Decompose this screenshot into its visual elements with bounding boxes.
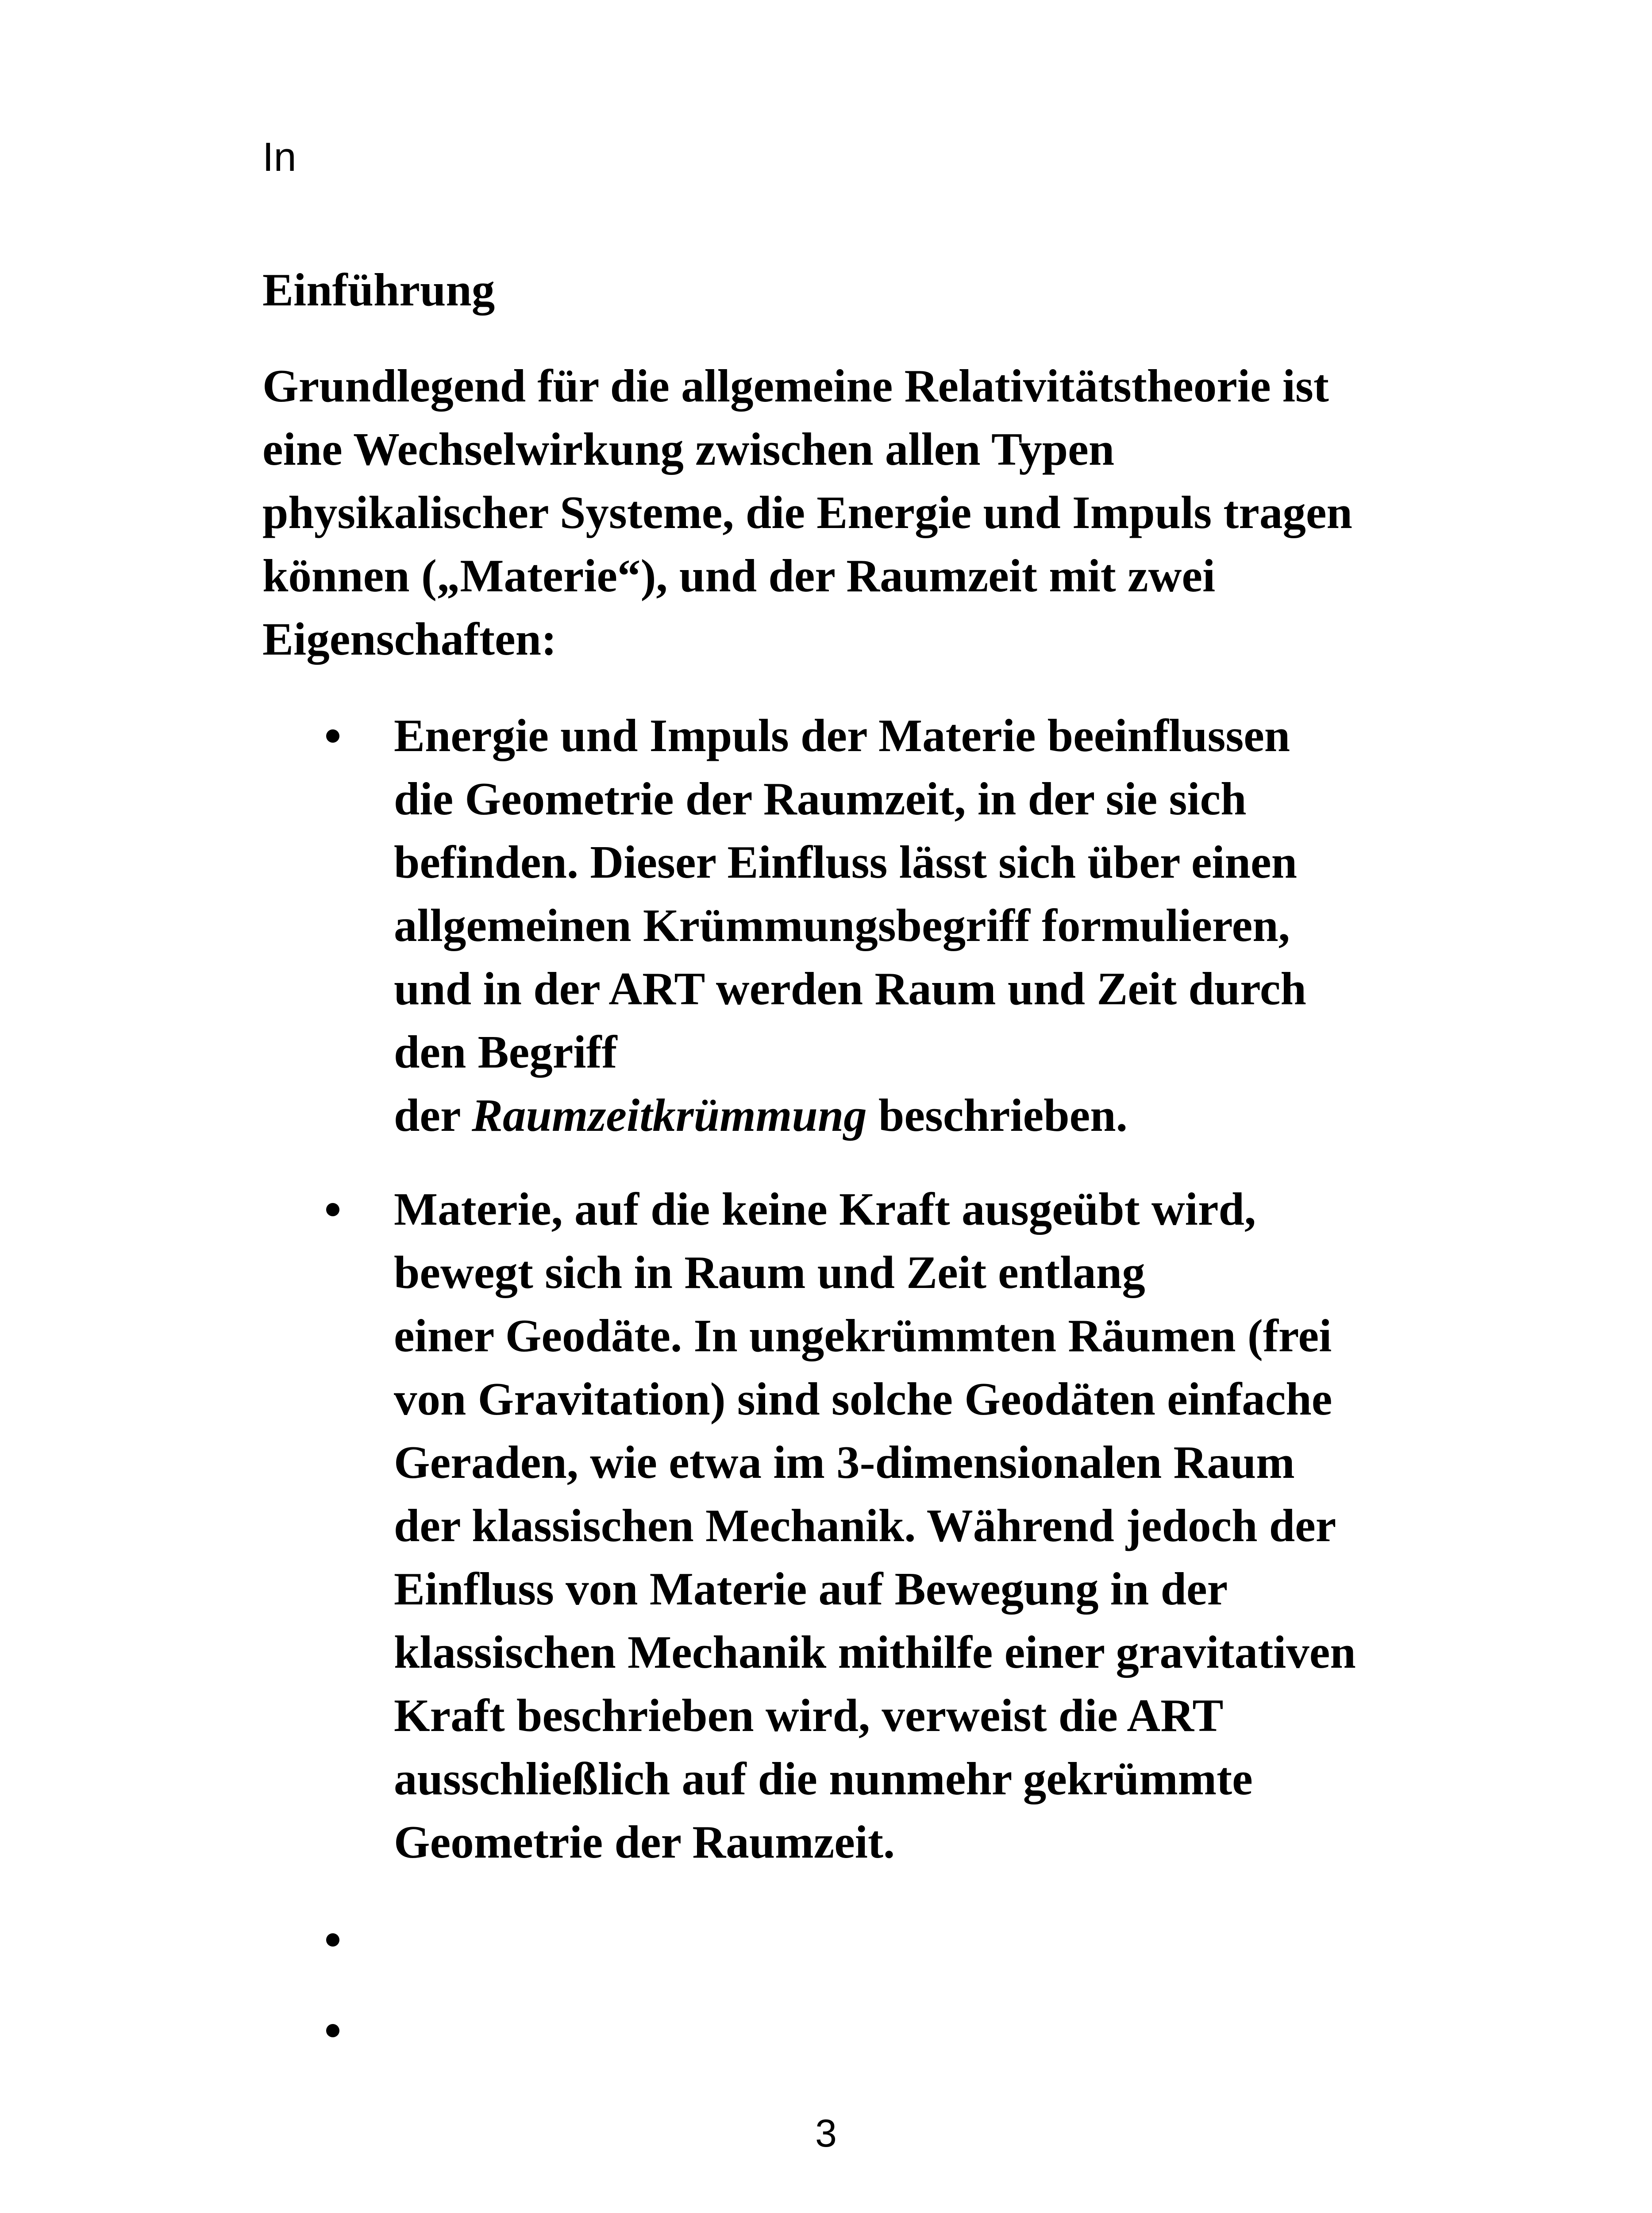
bullet-line: bewegt sich in Raum und Zeit entlang bbox=[394, 1246, 1145, 1298]
header-text: In bbox=[262, 135, 297, 180]
page-number: 3 bbox=[815, 2111, 837, 2155]
bullet-line: von Gravitation) sind solche Geodäten einfache bbox=[394, 1373, 1332, 1425]
bullet-line: befinden. Dieser Einfluss lässt sich über einen bbox=[394, 836, 1297, 888]
bullet-text: beschrieben. bbox=[866, 1089, 1128, 1141]
bullet-line: Einfluss von Materie auf Bewegung in der bbox=[394, 1563, 1228, 1615]
bullet-line-emphasis bbox=[394, 1083, 1456, 1147]
bullet-dot-icon bbox=[326, 1933, 339, 1947]
bullet-text: der bbox=[394, 1089, 472, 1141]
bullet-line: ausschließlich auf die nunmehr gekrümmte bbox=[394, 1753, 1253, 1804]
bullet-line: Geraden, wie etwa im 3-dimensionalen Raum bbox=[394, 1436, 1295, 1488]
bullet-line: allgemeinen Krümmungsbegriff formulieren, bbox=[394, 899, 1290, 951]
bullet-line: den Begriff bbox=[394, 1026, 617, 1078]
intro-paragraph bbox=[262, 354, 1435, 671]
bullet-item-empty bbox=[394, 1908, 1456, 1971]
bullet-line: Kraft beschrieben wird, verweist die ART bbox=[394, 1689, 1224, 1741]
bullet-dot-icon bbox=[326, 729, 339, 743]
bullet-line: Geometrie der Raumzeit. bbox=[394, 1816, 895, 1868]
intro-line: physikalischer Systeme, die Energie und Impuls tragen bbox=[262, 486, 1352, 538]
bullet-dot-icon bbox=[326, 2024, 339, 2037]
intro-line: eine Wechselwirkung zwischen allen Typen bbox=[262, 423, 1115, 475]
bullet-line: die Geometrie der Raumzeit, in der sie sich bbox=[394, 773, 1247, 825]
emphasized-term: Raumzeitkrümmung bbox=[471, 1089, 867, 1141]
bullet-line: Energie und Impuls der Materie beeinflussen bbox=[394, 709, 1290, 761]
section-heading: Einführung bbox=[262, 264, 495, 316]
bullet-line: Materie, auf die keine Kraft ausgeübt wird, bbox=[394, 1183, 1256, 1235]
bullet-line: der klassischen Mechanik. Während jedoch der bbox=[394, 1500, 1336, 1551]
bullet-line: klassischen Mechanik mithilfe einer gravitativen bbox=[394, 1626, 1356, 1678]
bullet-item-geodesic bbox=[394, 1177, 1456, 1874]
intro-line: Grundlegend für die allgemeine Relativitätstheorie ist bbox=[262, 360, 1329, 412]
bullet-line: und in der ART werden Raum und Zeit durch bbox=[394, 963, 1306, 1014]
bullet-item-curvature bbox=[394, 704, 1456, 1147]
bullet-line: einer Geodäte. In ungekrümmten Räumen (frei bbox=[394, 1310, 1332, 1361]
bullet-item-empty bbox=[394, 1998, 1456, 2062]
intro-line: Eigenschaften: bbox=[262, 613, 557, 665]
intro-line: können („Materie“), und der Raumzeit mit zwei bbox=[262, 550, 1216, 601]
bullet-dot-icon bbox=[326, 1203, 339, 1216]
